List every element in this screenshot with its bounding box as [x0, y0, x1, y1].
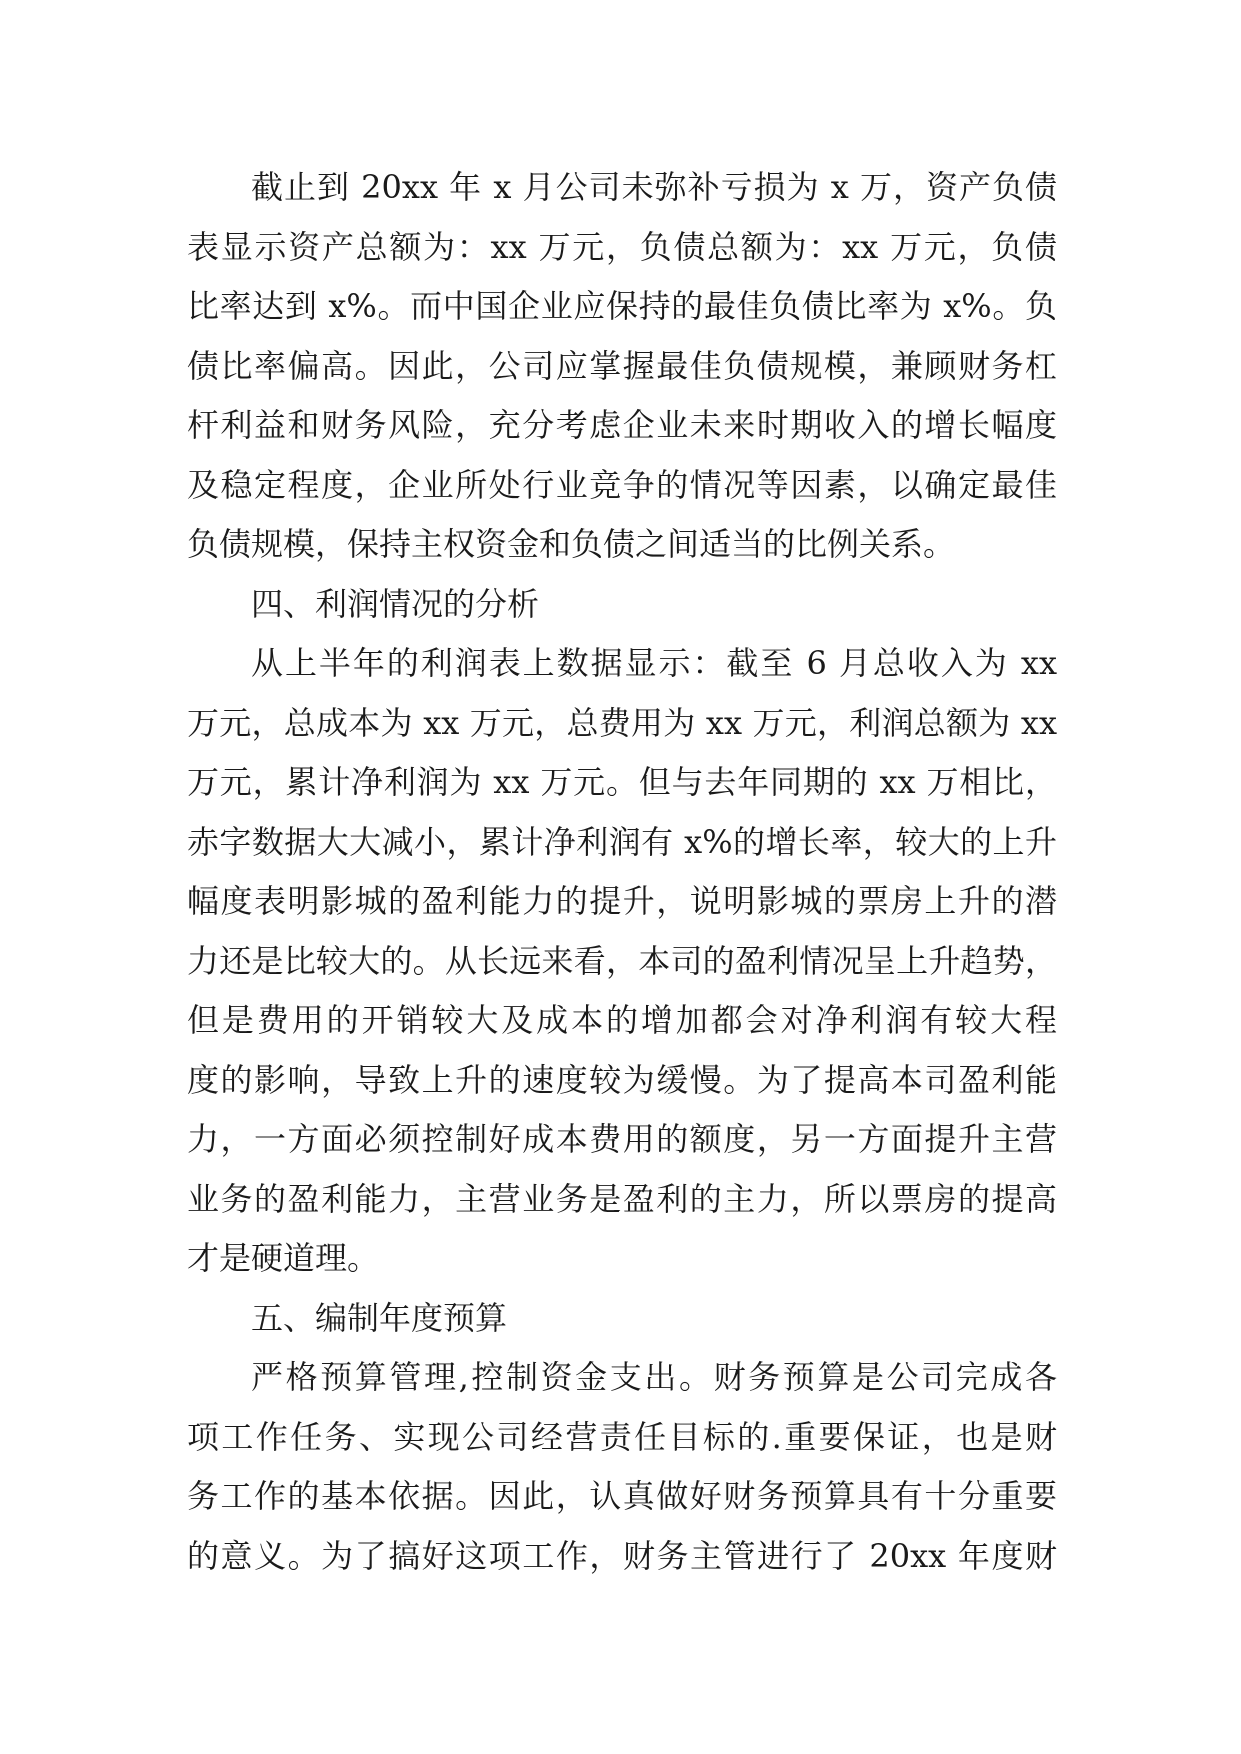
paragraph-line: 度的影响，导致上升的速度较为缓慢。为了提高本司盈利能	[187, 1060, 1057, 1099]
paragraph-line: 表显示资产总额为：xx 万元，负债总额为：xx 万元，负债	[187, 227, 1057, 266]
paragraph-line: 务工作的基本依据。因此，认真做好财务预算具有十分重要	[187, 1477, 1057, 1515]
paragraph-line: 债比率偏高。因此，公司应掌握最佳负债规模，兼顾财务杠	[187, 346, 1057, 385]
paragraph-line: 项工作任务、实现公司经营责任目标的.重要保证，也是财	[187, 1417, 1057, 1456]
paragraph-line: 力，一方面必须控制好成本费用的额度，另一方面提升主营	[187, 1120, 1057, 1158]
paragraph-line: 负债规模，保持主权资金和负债之间适当的比例关系。	[187, 525, 956, 563]
paragraph-line: 从上半年的利润表上数据显示：截至 6 月总收入为 xx	[251, 644, 1057, 682]
paragraph-line: 但是费用的开销较大及成本的增加都会对净利润有较大程	[187, 1001, 1057, 1039]
paragraph-line: 杆利益和财务风险，充分考虑企业未来时期收入的增长幅度	[187, 406, 1057, 444]
paragraph-line: 赤字数据大大减小，累计净利润有 x%的增长率，较大的上升	[187, 822, 1057, 861]
section-heading: 四、利润情况的分析	[251, 584, 540, 623]
paragraph-line: 业务的盈利能力，主营业务是盈利的主力，所以票房的提高	[187, 1179, 1057, 1218]
document-body	[187, 158, 1057, 1586]
paragraph-line: 的意义。为了搞好这项工作，财务主管进行了 20xx 年度财	[187, 1536, 1057, 1575]
paragraph-line: 幅度表明影城的盈利能力的提升，说明影城的票房上升的潜	[187, 882, 1057, 920]
paragraph-line: 比率达到 x%。而中国企业应保持的最佳负债比率为 x%。负	[187, 287, 1057, 325]
paragraph-line: 才是硬道理。	[187, 1239, 380, 1277]
paragraph-line: 及稳定程度，企业所处行业竞争的情况等因素，以确定最佳	[187, 465, 1057, 504]
section-heading: 五、编制年度预算	[251, 1298, 508, 1337]
paragraph-line: 力还是比较大的。从长远来看，本司的盈利情况呈上升趋势，	[187, 941, 1057, 980]
paragraph-line: 万元，总成本为 xx 万元，总费用为 xx 万元，利润总额为 xx	[187, 703, 1057, 742]
paragraph-line: 万元，累计净利润为 xx 万元。但与去年同期的 xx 万相比，	[187, 763, 1057, 801]
paragraph-line: 严格预算管理,控制资金支出。财务预算是公司完成各	[251, 1358, 1057, 1396]
paragraph-line: 截止到 20xx 年 x 月公司未弥补亏损为 x 万，资产负债	[251, 168, 1057, 206]
